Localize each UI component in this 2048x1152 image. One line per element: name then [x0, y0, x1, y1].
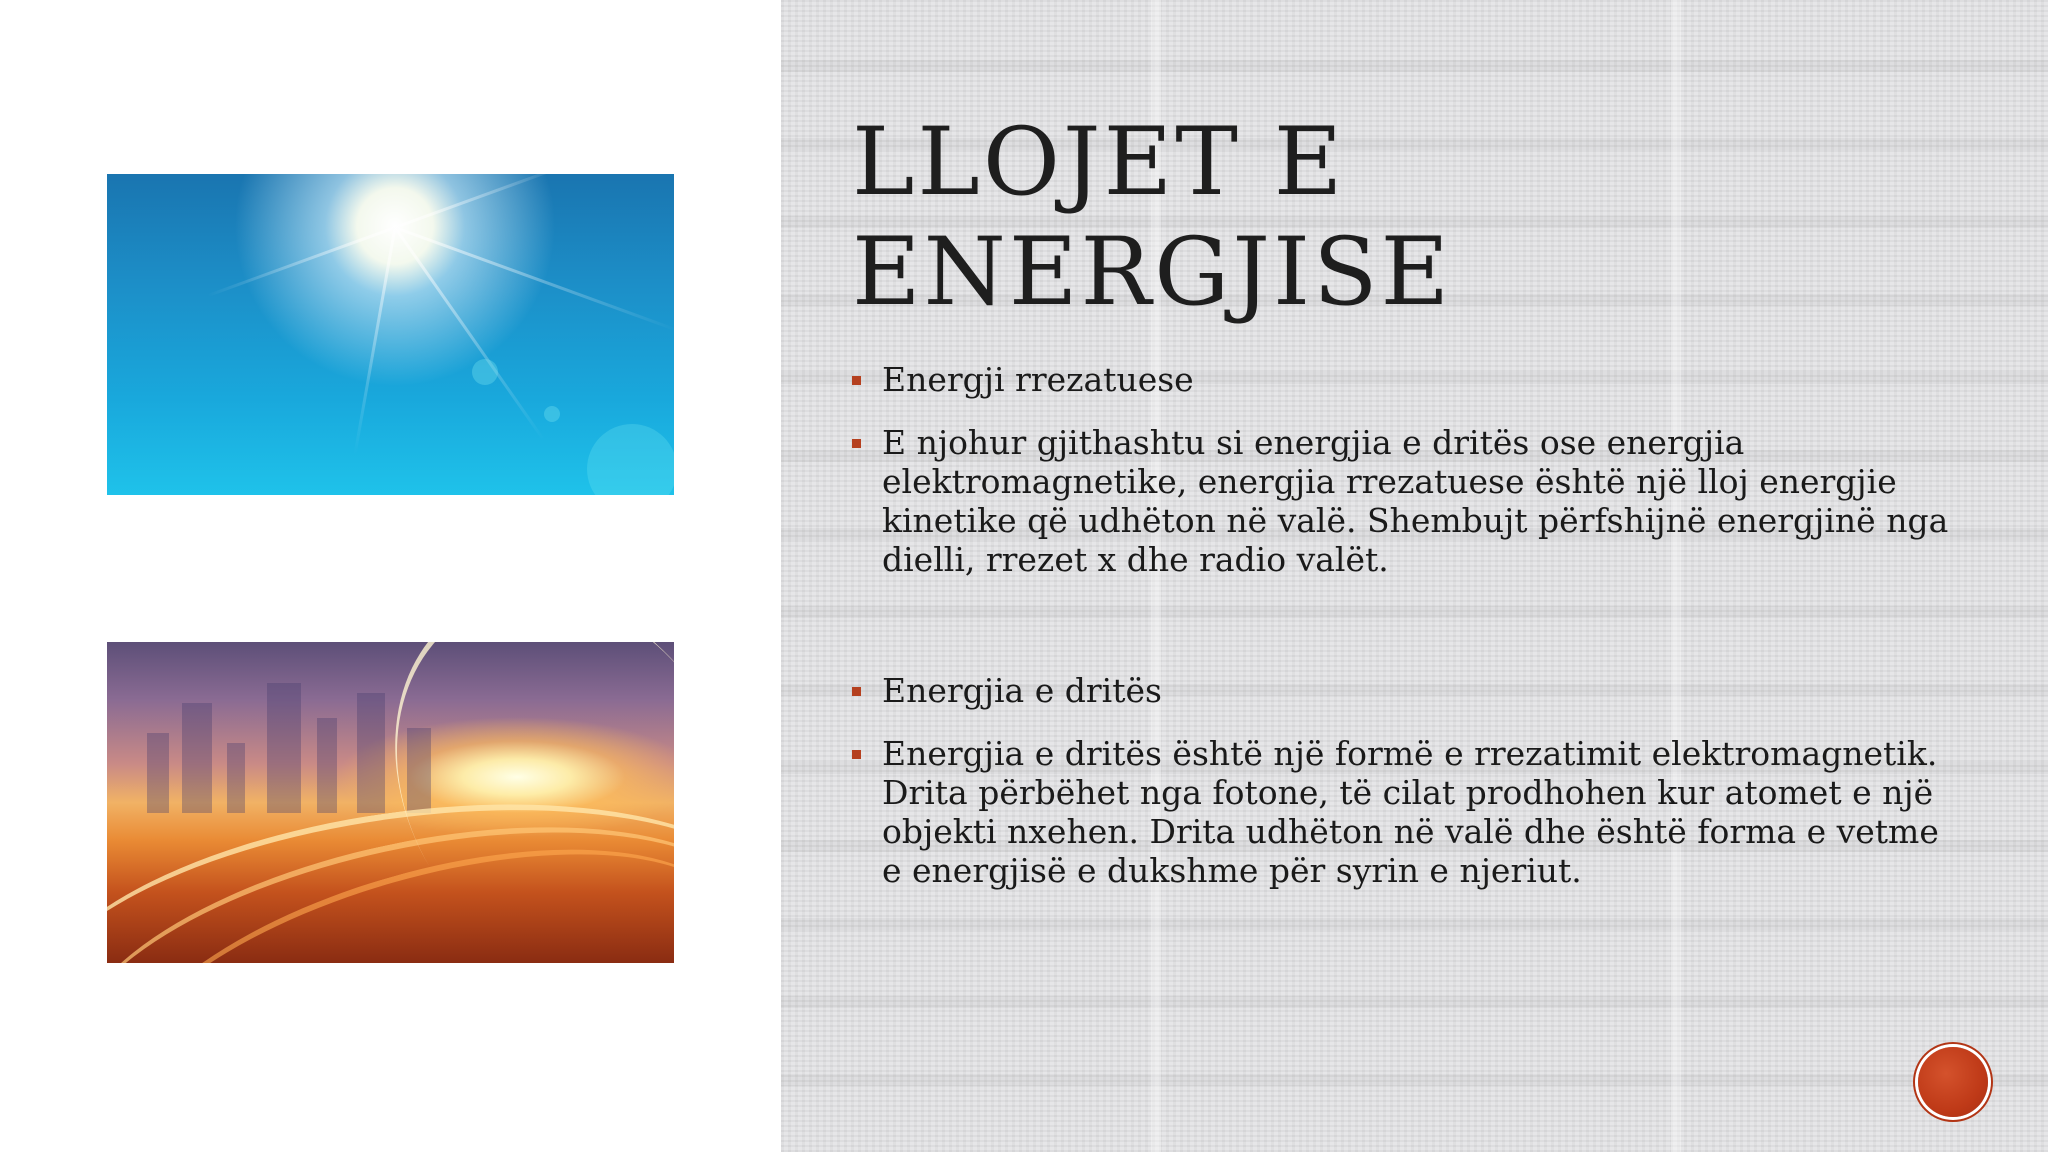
bullet-list	[852, 360, 1962, 914]
title-line-1: LLOJET E	[852, 108, 1346, 217]
light-streaks-image	[107, 642, 674, 963]
square-bullet-icon	[852, 439, 861, 448]
title-line-2: ENERGJISE	[852, 218, 1453, 327]
circle-nav-icon[interactable]	[1918, 1047, 1988, 1117]
bullet-text: E njohur gjithashtu si energjia e dritës ose energjia elektromagnetike, energjia rrezatuese është një lloj energjie kinetike që udhëton në valë. Shembujt përfshijnë energjinë nga dielli, rrezet x dhe radio valët.	[882, 423, 1949, 579]
square-bullet-icon	[852, 376, 861, 385]
slide-title	[852, 108, 1952, 328]
bullet-item	[852, 671, 1962, 710]
sun-sky-image	[107, 174, 674, 495]
bullet-text: Energjia e dritës është një formë e rrezatimit elektromagnetik. Drita përbëhet nga fotone, të cilat prodhohen kur atomet e një objekti nxehen. Drita udhëton në valë dhe është forma e vetme e energjisë e dukshme për syrin e njeriut.	[882, 734, 1939, 890]
bullet-item	[852, 734, 1962, 890]
bullet-text: Energji rrezatuese	[882, 360, 1194, 399]
bullet-item	[852, 423, 1962, 579]
bullet-item	[852, 360, 1962, 399]
square-bullet-icon	[852, 687, 861, 696]
left-panel	[0, 0, 781, 1152]
square-bullet-icon	[852, 750, 861, 759]
bullet-text: Energjia e dritës	[882, 671, 1162, 710]
